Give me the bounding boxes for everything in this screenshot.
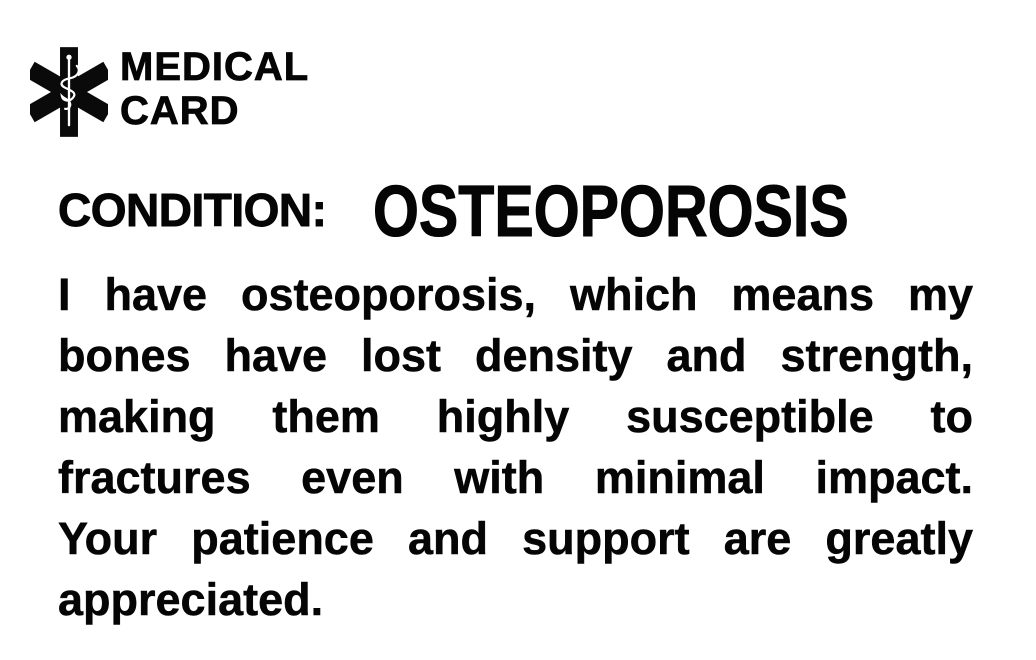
logo-title-line2: CARD	[120, 89, 240, 133]
description-line: bones have lost density and strength,	[58, 330, 973, 381]
condition-description	[58, 264, 973, 630]
description-line: appreciated.	[58, 574, 324, 625]
condition-value: OSTEOPOROSIS	[373, 172, 849, 252]
description-line: fractures even with minimal impact.	[58, 452, 973, 503]
condition-label: CONDITION:	[58, 184, 327, 236]
logo-title-line1: MEDICAL	[120, 45, 310, 89]
description-line: I have osteoporosis, which means my	[58, 269, 973, 320]
logo-title	[120, 45, 309, 133]
description-line: Your patience and support are greatly	[58, 513, 973, 564]
description-line: making them highly susceptible to	[58, 391, 973, 442]
star-of-life-icon	[30, 46, 108, 138]
